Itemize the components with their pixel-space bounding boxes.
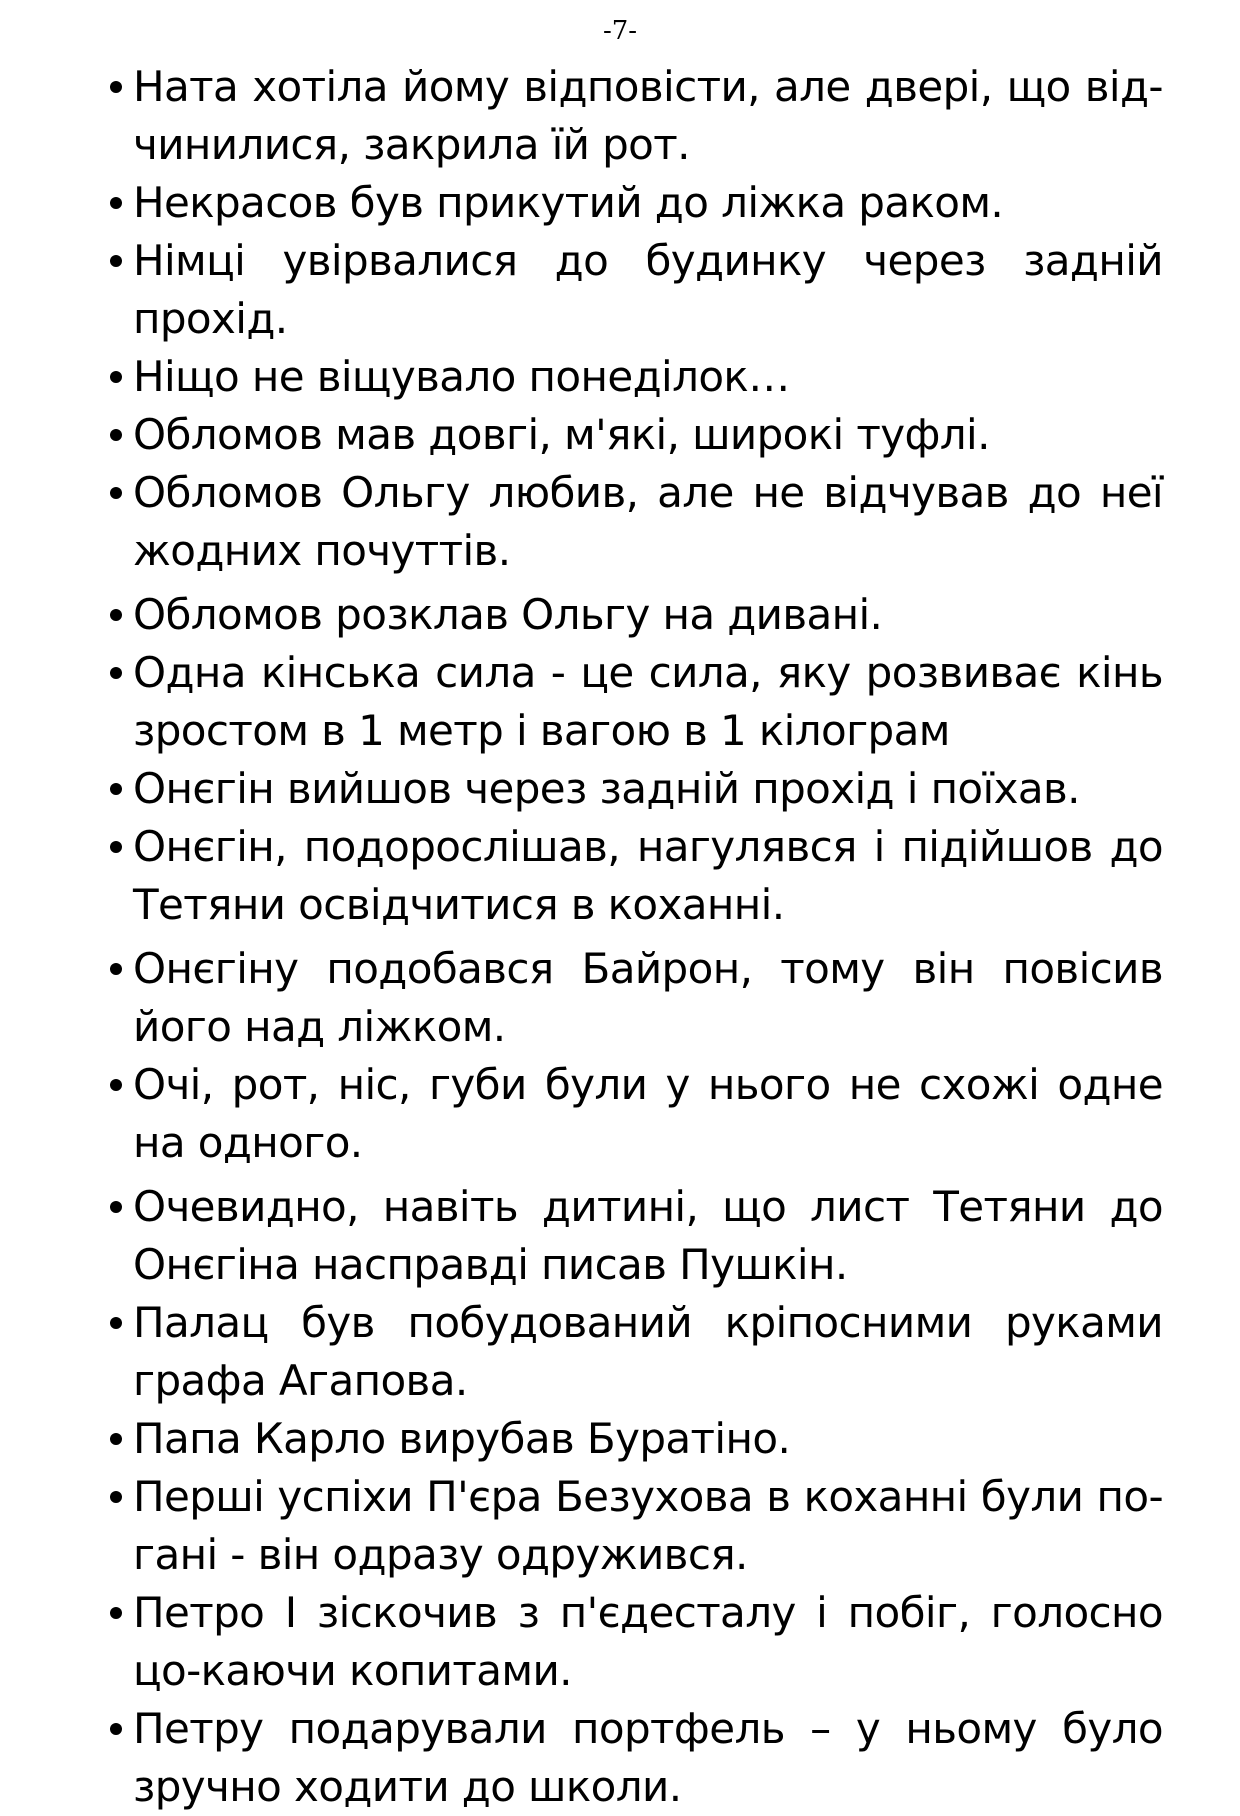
list-item [113, 464, 1163, 580]
list-item [113, 1056, 1163, 1172]
bullet-icon [106, 760, 126, 818]
list-item [113, 232, 1163, 348]
list-item-text: Папа Карло вирубав Буратіно. [133, 1414, 791, 1463]
list-item [113, 644, 1163, 760]
bullet-icon [106, 1056, 126, 1114]
list-item-text: Обломов мав довгі, м'які, широкі туфлі. [133, 410, 990, 459]
bullet-icon [106, 406, 126, 464]
list-item [113, 174, 1163, 232]
list-item [113, 760, 1163, 818]
list-item [113, 1700, 1163, 1816]
bullet-icon [106, 1584, 126, 1642]
bullet-icon [106, 818, 126, 876]
list-item-text: Некрасов був прикутий до ліжка раком. [133, 178, 1004, 227]
list-item [113, 586, 1163, 644]
bullet-icon [106, 644, 126, 702]
list-item [113, 1178, 1163, 1294]
bullet-icon [106, 232, 126, 290]
list-item-text: Петру подарували портфель – у ньому було зручно ходити до школи. [133, 1704, 1163, 1811]
bullet-icon [106, 348, 126, 406]
bullet-icon [106, 58, 126, 116]
list-item [113, 1584, 1163, 1700]
list-item-text: Очевидно, навіть дитині, що лист Тетяни до Онєгіна насправді писав Пушкін. [133, 1182, 1163, 1289]
list-item-text: Палац був побудований кріпосними руками графа Агапова. [133, 1298, 1163, 1405]
bullet-icon [106, 1294, 126, 1352]
list-item [113, 1468, 1163, 1584]
bullet-icon [106, 174, 126, 232]
list-item [113, 406, 1163, 464]
joke-list [113, 58, 1163, 1816]
list-item-text: Онєгін, подорослішав, нагулявся і підійшов до Тетяни освідчитися в коханні. [133, 822, 1163, 929]
list-item [113, 940, 1163, 1056]
bullet-icon [106, 1700, 126, 1758]
bullet-icon [106, 1178, 126, 1236]
list-item-text: Ніщо не віщувало понеділок… [133, 352, 790, 401]
list-item-text: Онєгіну подобався Байрон, тому він повісив його над ліжком. [133, 944, 1163, 1051]
list-item-text: Перші успіхи П'єра Безухова в коханні були по-гані - він одразу одружився. [133, 1472, 1163, 1579]
list-item [113, 58, 1163, 174]
list-item-text: Ната хотіла йому відповісти, але двері, що від-чинилися, закрила їй рот. [133, 62, 1163, 169]
list-item-text: Обломов розклав Ольгу на дивані. [133, 590, 883, 639]
bullet-icon [106, 1468, 126, 1526]
list-item-text: Очі, рот, ніс, губи були у нього не схожі одне на одного. [133, 1060, 1163, 1167]
list-item [113, 1410, 1163, 1468]
bullet-icon [106, 464, 126, 522]
list-item [113, 1294, 1163, 1410]
list-item-text: Німці увірвалися до будинку через задній прохід. [133, 236, 1163, 343]
list-item [113, 818, 1163, 934]
list-item-text: Онєгін вийшов через задній прохід і поїхав. [133, 764, 1080, 813]
bullet-icon [106, 1410, 126, 1468]
list-item-text: Обломов Ольгу любив, але не відчував до неї жодних почуттів. [133, 468, 1163, 575]
bullet-icon [106, 586, 126, 644]
list-item-text: Одна кінська сила - це сила, яку розвиває кінь зростом в 1 метр і вагою в 1 кілограм [133, 648, 1163, 755]
bullet-icon [106, 940, 126, 998]
page-number: -7- [602, 16, 638, 46]
list-item [113, 348, 1163, 406]
list-item-text: Петро І зіскочив з п'єдесталу і побіг, голосно цо-каючи копитами. [133, 1588, 1163, 1695]
